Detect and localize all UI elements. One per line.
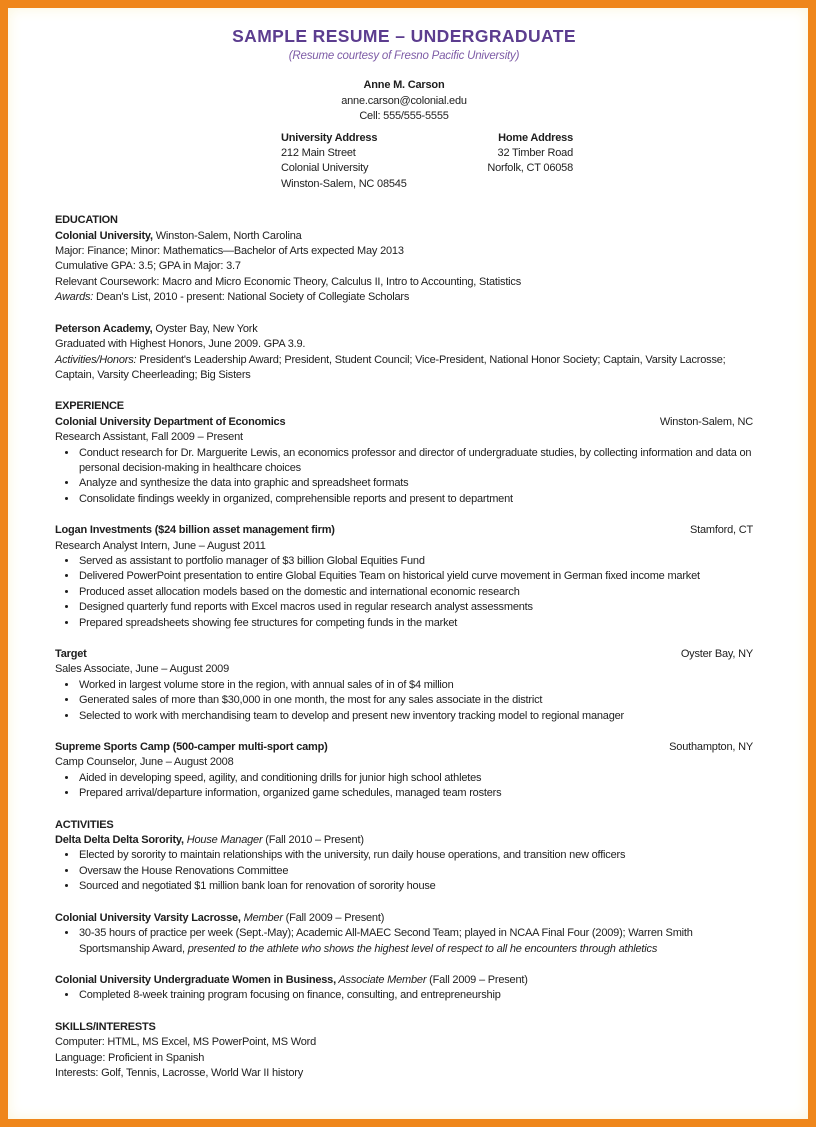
entry-location: Oyster Bay, NY [680,648,753,660]
bullet-item: • Prepared arrival/departure information, organized game schedules, managed team rosters [78,786,753,801]
university-address-line: Winston-Salem, NC 08545 [281,177,407,190]
school-location: Winston-Salem, North Carolina [152,229,302,242]
entry-employer: Logan Investments ($24 billion asset management firm) [55,524,335,537]
university-address-line: 212 Main Street [281,147,356,160]
address-gap [409,131,481,193]
entry-role: Camp Counselor, June – August 2008 [55,756,234,769]
education-entry-highschool [55,322,753,384]
bullet-list [55,554,753,631]
resume-content [8,8,808,1081]
education-activities [55,353,753,384]
resume-header [55,26,753,192]
awards-label: Awards: [55,291,94,304]
bullet-item: • Selected to work with merchandising team to develop and present new inventory tracking model to regional manager [78,709,753,724]
bullet-item: • Generated sales of more than $30,000 in one month, the most for any sales associate in the district [78,693,753,708]
bullet-item: • Worked in largest volume store in the region, with annual sales of in of $4 million [78,678,753,693]
bullet-item: • Aided in developing speed, agility, and conditioning drills for junior high school athletes [78,771,753,786]
awards-text: Dean's List, 2010 - present: National Society of Collegiate Scholars [93,291,410,304]
entry-role: Sales Associate, June – August 2009 [55,663,230,676]
section-skills [55,1020,753,1082]
experience-entry [55,523,753,631]
school-name: Peterson Academy, [55,322,153,335]
page-title: SAMPLE RESUME – UNDERGRADUATE [232,26,576,46]
experience-entry [55,647,753,724]
section-education [55,213,753,383]
school-location: Oyster Bay, New York [152,322,258,335]
home-address [481,131,573,193]
entry-header-row [55,415,753,430]
bullet-item: • Completed 8-week training program focusing on finance, consulting, and entrepreneurship [78,988,753,1003]
entry-location: Winston-Salem, NC [659,415,753,428]
bullet-list [55,926,753,957]
education-awards [55,290,753,305]
education-detail: Relevant Coursework: Macro and Micro Economic Theory, Calculus II, Intro to Accounting, Statistics [55,275,522,288]
address-block [78,131,776,193]
bullet-text: 30-35 hours of practice per week (Sept.-May); Academic All-MAEC Second Team; played in NCAA Final Four (2009); Warren Smith Sportsmanship Award, [79,927,693,955]
contact-name: Anne M. Carson [363,79,445,92]
skills-line: Language: Proficient in Spanish [55,1051,205,1064]
education-detail: Major: Finance; Minor: Mathematics—Bachelor of Arts expected May 2013 [55,245,404,258]
education-heading: EDUCATION [55,214,118,227]
entry-role: Research Assistant, Fall 2009 – Present [55,431,243,444]
contact-email: anne.carson@colonial.edu [341,94,467,107]
entry-location: Southampton, NY [669,741,753,754]
education-entry-college [55,229,753,306]
university-address-label: University Address [281,131,378,144]
bullet-item: • Elected by sorority to maintain relationships with the university, run daily house operations, and transition new officers [78,848,753,863]
school-line [55,229,753,244]
experience-entry [55,740,753,802]
activity-role: Member [240,911,283,924]
university-address-line: Colonial University [281,162,369,175]
bullet-list [55,848,753,894]
activity-date: (Fall 2009 – Present) [282,911,385,924]
bullet-item: • Oversaw the House Renovations Committee [78,864,753,879]
bullet-item: • Consolidate findings weekly in organized, comprehensible reports and present to department [78,492,753,507]
bullet-item: • Sourced and negotiated $1 million bank loan for renovation of sorority house [78,879,753,894]
bullet-item: • Prepared spreadsheets showing fee structures for competing funds in the market [78,616,753,631]
activity-date: (Fall 2009 – Present) [426,973,528,986]
bullet-list [55,446,753,508]
education-detail: Graduated with Highest Honors, June 2009. GPA 3.9. [55,338,306,351]
entry-employer: Target [55,648,87,660]
university-address [281,131,409,193]
entry-employer: Supreme Sports Camp (500-camper multi-sport camp) [55,741,328,754]
entry-header-row [55,647,753,662]
bullet-item: • Analyze and synthesize the data into graphic and spreadsheet formats [78,476,753,491]
entry-location: Stamford, CT [689,524,753,537]
home-address-label: Home Address [498,131,573,144]
activity-title-line [55,833,753,848]
experience-heading: EXPERIENCE [55,400,124,413]
bullet-item: • Delivered PowerPoint presentation to entire Global Equities Team on historical yield curve movement in German fixed income market [78,569,753,584]
bullet-item: • Conduct research for Dr. Marguerite Lewis, an economics professor and director of undergraduate studies, by collecting information and data on personal decision-making in healthcare choices [78,446,753,477]
home-address-line: Norfolk, CT 06058 [487,162,573,175]
section-activities [55,818,753,1004]
activity-org: Colonial University Varsity Lacrosse, [55,911,241,924]
bullet-item: • Served as assistant to portfolio manager of $3 billion Global Equities Fund [78,554,753,569]
activities-label: Activities/Honors: [55,353,137,366]
school-name: Colonial University, [55,229,153,242]
entry-header-row [55,740,753,755]
activity-date: (Fall 2010 – Present) [262,834,364,847]
activity-entry [55,911,753,957]
section-experience [55,399,753,801]
activity-role: House Manager [183,834,263,847]
contact-cell: Cell: 555/555-5555 [359,110,449,123]
education-detail: Cumulative GPA: 3.5; GPA in Major: 3.7 [55,260,241,273]
activity-entry [55,833,753,895]
activity-org: Colonial University Undergraduate Women in Business, [55,973,336,986]
bullet-item [78,926,753,957]
skills-line: Computer: HTML, MS Excel, MS PowerPoint, MS Word [55,1036,316,1049]
experience-entry [55,415,753,507]
home-address-line: 32 Timber Road [497,147,573,160]
activity-title-line [55,911,753,926]
entry-role: Research Analyst Intern, June – August 2011 [55,539,266,552]
skills-line: Interests: Golf, Tennis, Lacrosse, World War II history [55,1066,303,1079]
school-line [55,322,753,337]
entry-header-row [55,523,753,538]
entry-employer: Colonial University Department of Economics [55,415,286,428]
activity-org: Delta Delta Delta Sorority, [55,834,184,847]
bullet-item: • Designed quarterly fund reports with Excel macros used in regular research analyst assessments [78,600,753,615]
activities-text: President's Leadership Award; President, Student Council; Vice-President, National Honor Society; Captain, Varsity Lacrosse; Captain, Varsity Cheerleading; Big Sisters [55,353,726,381]
activity-entry [55,973,753,1004]
activity-role: Associate Member [335,973,427,986]
bullet-list [55,988,753,1003]
skills-heading: SKILLS/INTERESTS [55,1020,156,1033]
bullet-list [55,678,753,724]
activity-title-line [55,973,753,988]
bullet-item: • Produced asset allocation models based on the domestic and international economic research [78,585,753,600]
bullet-text-italic: presented to the athlete who shows the highest level of respect to all he encounters through athletics [187,942,658,955]
page-subtitle: (Resume courtesy of Fresno Pacific University) [288,50,520,62]
activities-heading: ACTIVITIES [55,818,114,831]
bullet-list [55,771,753,802]
